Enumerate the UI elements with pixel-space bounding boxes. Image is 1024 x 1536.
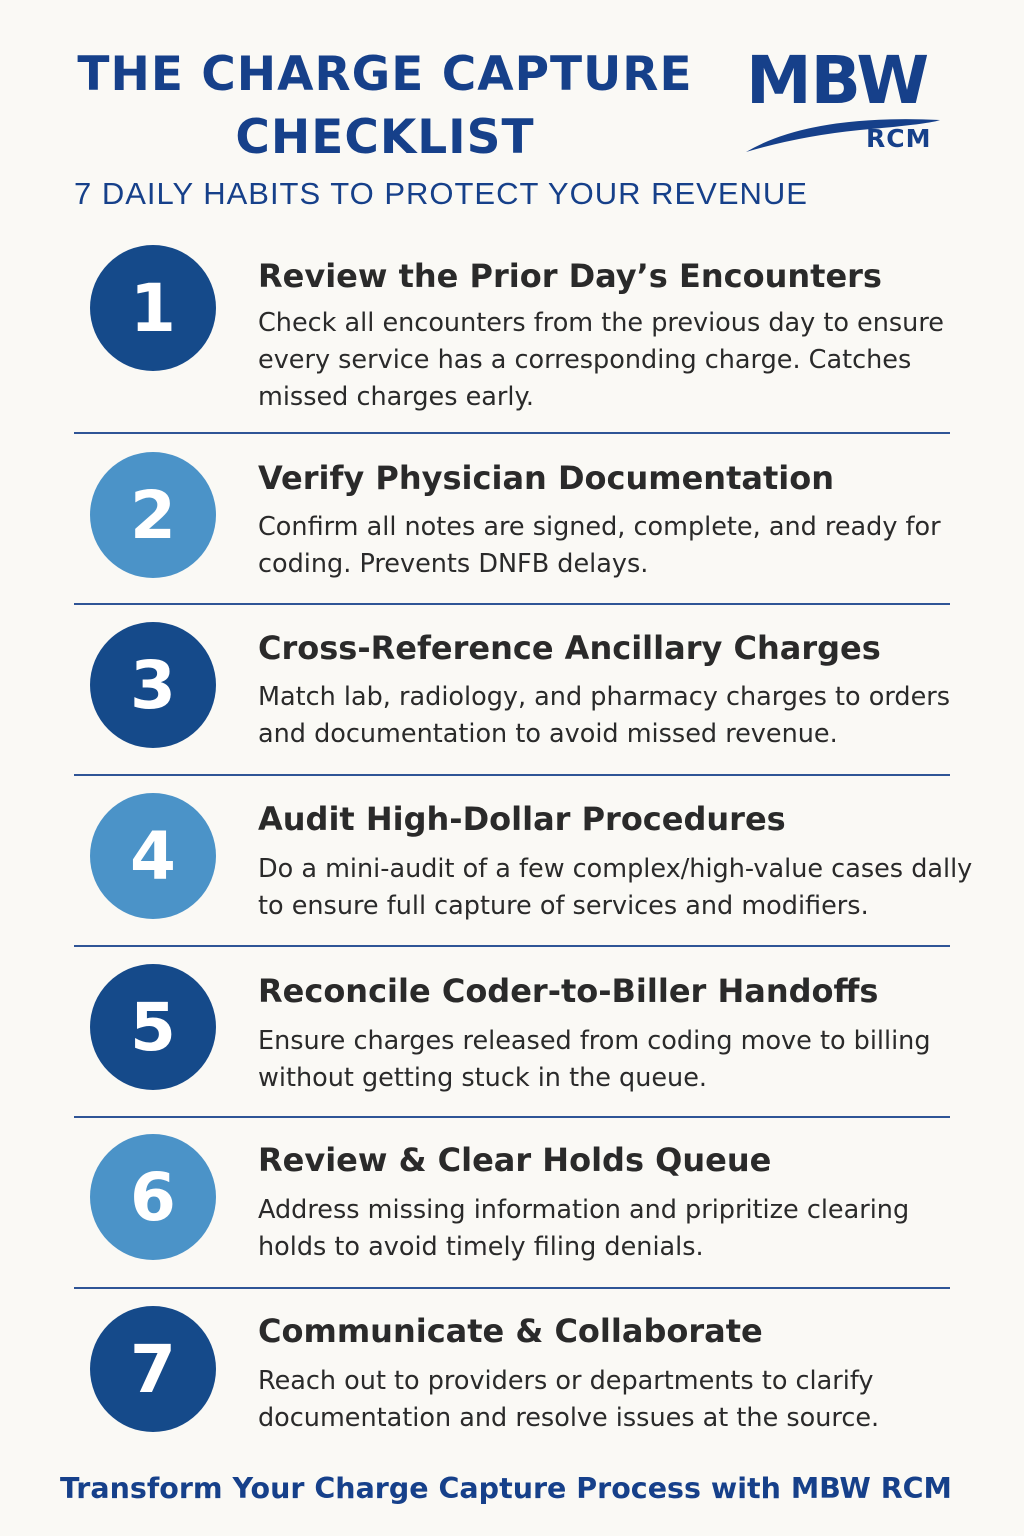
page-title-line-2: CHECKLIST — [235, 110, 535, 165]
step-description: Do a mini-audit of a few complex/high-value cases dally to ensure full capture of services and modifiers. — [258, 854, 973, 921]
divider — [74, 603, 950, 605]
logo-wordmark: MBW — [746, 42, 929, 119]
logo-submark: RCM — [866, 124, 932, 153]
step-number-badge: 2 — [90, 452, 216, 578]
step-number-badge: 4 — [90, 793, 216, 919]
step-title: Cross-Reference Ancillary Charges — [258, 629, 881, 667]
step-description: Reach out to providers or departments to clarify documentation and resolve issues at the source. — [258, 1366, 880, 1433]
step-title: Communicate & Collaborate — [258, 1312, 763, 1350]
step-number-badge: 3 — [90, 622, 216, 748]
page-title-line-1: THE CHARGE CAPTURE — [77, 47, 693, 102]
step-description: Ensure charges released from coding move to billing without getting stuck in the queue. — [258, 1026, 931, 1093]
step-title: Review & Clear Holds Queue — [258, 1141, 772, 1179]
footer-cta: Transform Your Charge Capture Process with MBW RCM — [60, 1472, 952, 1505]
divider — [74, 1116, 950, 1118]
step-title: Review the Prior Day’s Encounters — [258, 257, 882, 295]
step-description: Confirm all notes are signed, complete, and ready for coding. Prevents DNFB delays. — [258, 512, 941, 579]
step-number-badge: 1 — [90, 245, 216, 371]
mbw-rcm-logo — [740, 42, 950, 158]
divider — [74, 1287, 950, 1289]
divider — [74, 432, 950, 434]
step-number-badge: 5 — [90, 964, 216, 1090]
step-title: Audit High-Dollar Procedures — [258, 800, 786, 838]
divider — [74, 945, 950, 947]
step-title: Verify Physician Documentation — [258, 459, 834, 497]
step-description: Address missing information and pripritize clearing holds to avoid timely filing denials. — [258, 1195, 910, 1262]
step-description: Match lab, radiology, and pharmacy charges to orders and documentation to avoid missed revenue. — [258, 682, 951, 749]
step-title: Reconcile Coder-to-Biller Handoffs — [258, 972, 879, 1010]
step-description: Check all encounters from the previous day to ensure every service has a corresponding charge. Catches missed charges early. — [258, 308, 944, 412]
page-subtitle: 7 DAILY HABITS TO PROTECT YOUR REVENUE — [74, 176, 808, 211]
divider — [74, 774, 950, 776]
step-number-badge: 7 — [90, 1306, 216, 1432]
step-number-badge: 6 — [90, 1134, 216, 1260]
